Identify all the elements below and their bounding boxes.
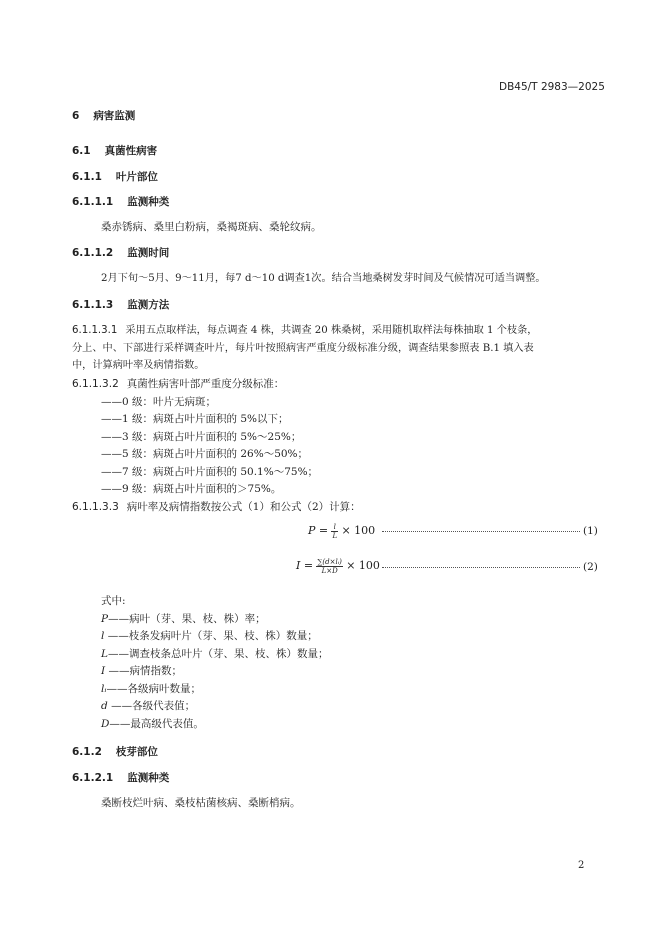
paragraph-6-1-1-2: 2月下旬～5月、9～11月，每7 d～10 d调查1次。结合当地桑树发芽时间及气候情况可适当调整。 [101,273,546,284]
fraction-numerator: l [331,523,338,532]
formula-lhs: I = [296,559,314,572]
paragraph-6-1-1-3-1-line3: 中，计算病叶率及病情指数。 [72,360,205,371]
clause-number: 6.1.1.3.2 [72,378,119,390]
symbol-definition [101,612,266,626]
formula-number: (2) [583,561,598,573]
grade-item: ——3 级：病斑占叶片面积的 5%～25%； [101,431,302,443]
symbol-text: ——各级代表值； [107,700,196,712]
symbol-text: ——病情指数； [105,665,182,677]
heading-6-1-1-2 [72,246,169,260]
heading-number: 6.1.1.1 [72,196,114,208]
heading-title: 叶片部位 [115,171,158,183]
symbol-text: ——病叶（芽、果、枝、株）率； [108,613,266,625]
heading-title: 枝芽部位 [115,746,158,758]
fraction-denominator: L [332,531,338,540]
clause-text: 病叶率及病情指数按公式（1）和公式（2）计算： [126,501,361,513]
symbol-definition [101,699,195,713]
heading-6 [72,109,135,123]
clause-number: 6.1.1.3.1 [72,325,118,336]
page-number: 2 [578,860,585,871]
dot-leader [382,567,580,568]
heading-title: 监测种类 [127,772,170,784]
symbol-text: ——枝条发病叶片（芽、果、枝、株）数量； [104,630,318,642]
symbol: lᵢ [101,683,107,695]
paragraph-6-1-2-1: 桑断枝烂叶病、桑枝枯菌核病、桑断梢病。 [101,797,301,809]
symbol: l [101,630,105,642]
heading-number: 6.1.2.1 [72,772,114,784]
formula-fraction [331,523,338,540]
heading-title: 监测时间 [127,247,170,259]
symbol-definition [101,647,328,661]
symbol: L [101,648,108,660]
fraction-denominator: L×D [321,566,338,575]
symbol: d [101,700,108,712]
clause-text: 采用五点取样法，每点调查 4 株，共调查 20 株桑树，采用随机取样法每株抽取 1 个枝条， [125,325,538,336]
fraction-numerator: ∑(d×lᵢ) [317,557,342,566]
symbol-text: ——调查枝条总叶片（芽、果、枝、株）数量； [107,648,329,660]
symbol-definition [101,682,201,696]
symbol: I [101,665,106,677]
grade-item: ——7 级：病斑占叶片面积的 50.1%～75%； [101,466,319,478]
heading-number: 6.1.1.2 [72,247,114,259]
heading-title: 病害监测 [93,110,136,122]
doc-code: DB45/T 2983—2025 [499,81,605,93]
paragraph-6-1-1-3-1-line1 [72,324,537,338]
heading-number: 6.1.1.3 [72,299,114,311]
heading-title: 监测方法 [127,299,170,311]
paragraph-6-1-1-3-2 [72,377,284,391]
heading-6-1-1-3 [72,298,169,312]
symbol: D [101,718,110,730]
heading-number: 6.1.2 [72,746,102,758]
formula-rhs: × 100 [346,559,380,572]
formula-1 [308,522,375,540]
paragraph-6-1-1-3-1-line2: 分上、中、下部进行采样调查叶片，每片叶按照病害严重度分级标准分级，调查结果参照表 B.1 填入表 [72,343,534,354]
symbol: P [101,613,109,625]
heading-6-1-1-1 [72,195,169,209]
heading-6-1-2-1 [72,771,169,785]
heading-title: 真菌性病害 [104,145,158,157]
formula-lhs: P = [308,524,329,537]
heading-number: 6 [72,110,80,122]
dot-leader [382,531,580,532]
grade-item: ——0 级：叶片无病斑； [101,396,217,408]
symbol-definition [101,717,204,731]
paragraph-6-1-1-3-3 [72,500,361,514]
grade-item: ——1 级：病斑占叶片面积的 5%以下； [101,413,289,425]
heading-6-1-2 [72,745,158,759]
symbol-definition [101,664,182,678]
heading-number: 6.1 [72,145,91,157]
formula-2 [296,557,380,575]
heading-6-1 [72,144,157,158]
clause-text: 真菌性病害叶部严重度分级标准： [126,378,285,390]
symbol-definition [101,629,318,643]
heading-6-1-1 [72,170,158,184]
clause-number: 6.1.1.3.3 [72,501,119,513]
symbol-text: ——各级病叶数量； [106,683,201,695]
formula-rhs: × 100 [341,524,376,537]
grade-item: ——9 级：病斑占叶片面积的＞75%。 [101,483,282,495]
paragraph-6-1-1-1: 桑赤锈病、桑里白粉病，桑褐斑病、桑轮纹病。 [101,221,322,233]
grade-item: ——5 级：病斑占叶片面积的 26%～50%； [101,448,309,460]
formula-number: (1) [583,525,598,537]
heading-number: 6.1.1 [72,171,102,183]
symbol-text: ——最高级代表值。 [109,718,204,730]
heading-title: 监测种类 [127,196,170,208]
where-label: 式中: [101,595,126,607]
formula-fraction [316,558,342,575]
